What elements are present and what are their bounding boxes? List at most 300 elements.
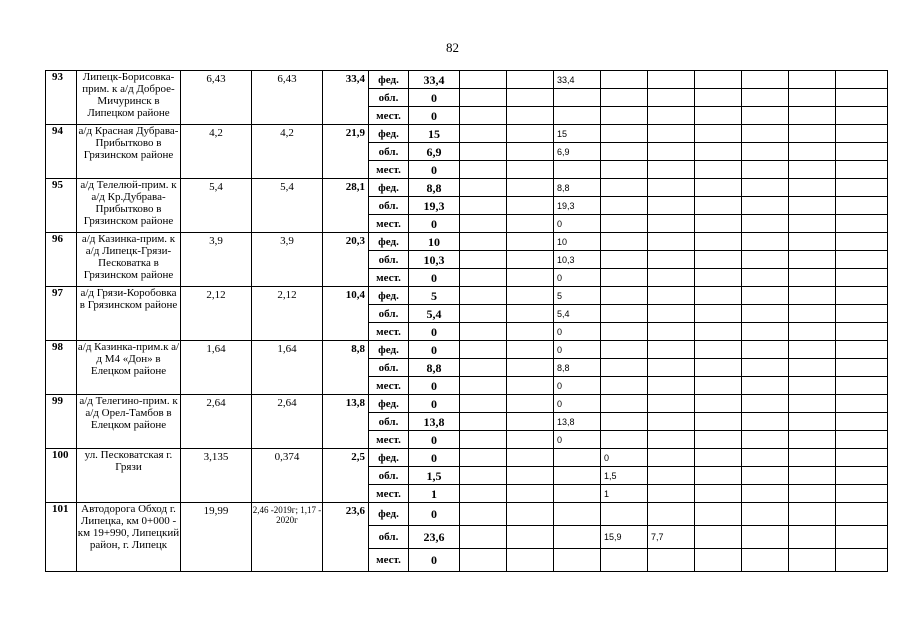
year-value — [648, 125, 695, 143]
empty-cell — [460, 449, 507, 467]
year-value — [789, 323, 836, 341]
year-value — [742, 287, 789, 305]
year-value — [789, 359, 836, 377]
row-number: 95 — [46, 179, 77, 233]
year-value — [695, 359, 742, 377]
budget-level: обл. — [369, 197, 409, 215]
budget-value: 1,5 — [409, 467, 460, 485]
empty-cell — [460, 179, 507, 197]
length-work: 5,4 — [252, 179, 323, 233]
budget-value: 0 — [409, 395, 460, 413]
table-row — [46, 341, 888, 359]
budget-level: фед. — [369, 125, 409, 143]
year-value — [789, 89, 836, 107]
year-value — [601, 377, 648, 395]
year-value: 0 — [554, 341, 601, 359]
year-value — [789, 215, 836, 233]
year-value — [789, 503, 836, 526]
empty-cell — [460, 143, 507, 161]
budget-value: 0 — [409, 341, 460, 359]
year-value: 8,8 — [554, 359, 601, 377]
budget-value: 0 — [409, 549, 460, 572]
year-value — [648, 107, 695, 125]
length-total: 2,64 — [181, 395, 252, 449]
year-value: 13,8 — [554, 413, 601, 431]
year-value — [648, 503, 695, 526]
budget-value: 8,8 — [409, 179, 460, 197]
year-value — [601, 215, 648, 233]
year-value — [648, 323, 695, 341]
cost-total: 23,6 — [323, 503, 369, 572]
year-value — [601, 287, 648, 305]
year-value — [742, 467, 789, 485]
year-value: 8,8 — [554, 179, 601, 197]
empty-cell — [460, 197, 507, 215]
empty-cell — [460, 305, 507, 323]
table-row — [46, 395, 888, 413]
year-value — [695, 485, 742, 503]
year-value — [648, 395, 695, 413]
year-value — [742, 341, 789, 359]
budget-value: 0 — [409, 269, 460, 287]
length-total: 4,2 — [181, 125, 252, 179]
cost-total: 10,4 — [323, 287, 369, 341]
year-value — [836, 89, 888, 107]
year-value — [601, 431, 648, 449]
year-value — [507, 251, 554, 269]
page-number: 82 — [446, 40, 459, 55]
empty-cell — [460, 359, 507, 377]
year-value: 10,3 — [554, 251, 601, 269]
year-value — [554, 467, 601, 485]
road-name: Липецк-Борисовка-прим. к а/д Доброе-Мичуринск в Липецком районе — [77, 71, 181, 125]
empty-cell — [460, 431, 507, 449]
year-value — [836, 197, 888, 215]
year-value — [507, 359, 554, 377]
year-value — [695, 197, 742, 215]
length-work: 2,64 — [252, 395, 323, 449]
year-value — [695, 89, 742, 107]
budget-level: обл. — [369, 413, 409, 431]
year-value — [695, 143, 742, 161]
empty-cell — [460, 89, 507, 107]
budget-value: 0 — [409, 161, 460, 179]
year-value — [695, 431, 742, 449]
year-value — [836, 107, 888, 125]
year-value — [789, 179, 836, 197]
year-value — [695, 125, 742, 143]
year-value — [507, 449, 554, 467]
year-value: 0 — [554, 377, 601, 395]
budget-value: 5,4 — [409, 305, 460, 323]
year-value — [695, 503, 742, 526]
year-value — [695, 413, 742, 431]
year-value — [648, 161, 695, 179]
year-value: 0 — [554, 431, 601, 449]
empty-cell — [460, 251, 507, 269]
year-value — [648, 485, 695, 503]
year-value — [601, 305, 648, 323]
year-value — [507, 161, 554, 179]
year-value — [601, 359, 648, 377]
year-value: 33,4 — [554, 71, 601, 89]
year-value — [742, 449, 789, 467]
year-value — [648, 413, 695, 431]
empty-cell — [460, 549, 507, 572]
empty-cell — [460, 503, 507, 526]
year-value — [695, 269, 742, 287]
year-value — [695, 107, 742, 125]
budget-level: обл. — [369, 251, 409, 269]
year-value — [507, 125, 554, 143]
budget-level: фед. — [369, 233, 409, 251]
year-value — [836, 359, 888, 377]
budget-value: 6,9 — [409, 143, 460, 161]
budget-value: 0 — [409, 431, 460, 449]
row-number: 98 — [46, 341, 77, 395]
budget-level: мест. — [369, 485, 409, 503]
year-value — [648, 215, 695, 233]
year-value — [789, 107, 836, 125]
year-value — [789, 233, 836, 251]
empty-cell — [460, 341, 507, 359]
length-total: 3,9 — [181, 233, 252, 287]
empty-cell — [460, 125, 507, 143]
budget-level: мест. — [369, 323, 409, 341]
year-value: 19,3 — [554, 197, 601, 215]
year-value — [742, 485, 789, 503]
year-value — [507, 233, 554, 251]
year-value — [507, 341, 554, 359]
year-value — [695, 251, 742, 269]
year-value — [836, 71, 888, 89]
empty-cell — [460, 467, 507, 485]
table-row — [46, 125, 888, 143]
year-value — [507, 305, 554, 323]
empty-cell — [460, 485, 507, 503]
funding-table — [45, 70, 888, 572]
year-value: 5 — [554, 287, 601, 305]
year-value — [507, 485, 554, 503]
budget-value: 23,6 — [409, 526, 460, 549]
year-value — [836, 143, 888, 161]
road-name: а/д Телелюй-прим. к а/д Кр.Дубрава-Прибытково в Грязинском районе — [77, 179, 181, 233]
budget-value: 19,3 — [409, 197, 460, 215]
year-value: 6,9 — [554, 143, 601, 161]
year-value — [648, 467, 695, 485]
budget-level: мест. — [369, 377, 409, 395]
budget-level: обл. — [369, 359, 409, 377]
year-value — [742, 269, 789, 287]
year-value — [742, 197, 789, 215]
budget-value: 1 — [409, 485, 460, 503]
year-value — [648, 359, 695, 377]
empty-cell — [460, 269, 507, 287]
year-value — [601, 503, 648, 526]
year-value — [601, 549, 648, 572]
table-row — [46, 71, 888, 89]
year-value — [601, 125, 648, 143]
year-value — [742, 215, 789, 233]
year-value — [601, 395, 648, 413]
year-value — [507, 143, 554, 161]
road-name: ул. Песковатская г. Грязи — [77, 449, 181, 503]
year-value — [789, 526, 836, 549]
year-value — [836, 269, 888, 287]
budget-level: обл. — [369, 305, 409, 323]
year-value — [789, 341, 836, 359]
year-value — [648, 377, 695, 395]
year-value — [695, 71, 742, 89]
road-name: а/д Телегино-прим. к а/д Орел-Тамбов в Елецком районе — [77, 395, 181, 449]
year-value — [789, 287, 836, 305]
year-value — [836, 467, 888, 485]
year-value — [648, 287, 695, 305]
budget-level: обл. — [369, 526, 409, 549]
budget-value: 0 — [409, 503, 460, 526]
year-value — [554, 549, 601, 572]
year-value — [554, 485, 601, 503]
year-value — [648, 251, 695, 269]
empty-cell — [460, 413, 507, 431]
year-value — [695, 233, 742, 251]
row-number: 97 — [46, 287, 77, 341]
year-value — [742, 359, 789, 377]
year-value — [836, 125, 888, 143]
budget-value: 15 — [409, 125, 460, 143]
empty-cell — [460, 377, 507, 395]
budget-level: мест. — [369, 161, 409, 179]
year-value: 0 — [554, 215, 601, 233]
year-value — [695, 549, 742, 572]
budget-value: 0 — [409, 89, 460, 107]
table-row — [46, 287, 888, 305]
year-value — [695, 215, 742, 233]
year-value — [648, 197, 695, 215]
table-body — [46, 71, 888, 572]
length-work: 3,9 — [252, 233, 323, 287]
year-value — [789, 251, 836, 269]
year-value — [648, 179, 695, 197]
year-value — [695, 467, 742, 485]
year-value — [648, 449, 695, 467]
year-value: 1,5 — [601, 467, 648, 485]
year-value — [695, 377, 742, 395]
year-value — [836, 413, 888, 431]
year-value — [507, 413, 554, 431]
year-value — [507, 526, 554, 549]
budget-level: фед. — [369, 287, 409, 305]
year-value — [554, 89, 601, 107]
year-value — [742, 305, 789, 323]
budget-level: мест. — [369, 431, 409, 449]
length-total: 5,4 — [181, 179, 252, 233]
cost-total: 33,4 — [323, 71, 369, 125]
year-value — [836, 395, 888, 413]
budget-value: 0 — [409, 449, 460, 467]
budget-level: фед. — [369, 449, 409, 467]
year-value — [695, 323, 742, 341]
length-total: 6,43 — [181, 71, 252, 125]
year-value — [507, 71, 554, 89]
year-value — [554, 503, 601, 526]
year-value — [789, 549, 836, 572]
year-value — [695, 305, 742, 323]
year-value — [836, 215, 888, 233]
empty-cell — [460, 215, 507, 233]
budget-level: мест. — [369, 549, 409, 572]
empty-cell — [460, 107, 507, 125]
year-value — [789, 467, 836, 485]
year-value — [742, 143, 789, 161]
length-total: 19,99 — [181, 503, 252, 572]
year-value — [554, 107, 601, 125]
year-value — [507, 395, 554, 413]
budget-value: 13,8 — [409, 413, 460, 431]
empty-cell — [460, 287, 507, 305]
year-value — [507, 467, 554, 485]
empty-cell — [460, 323, 507, 341]
year-value — [507, 215, 554, 233]
year-value: 0 — [554, 395, 601, 413]
year-value: 0 — [554, 269, 601, 287]
year-value — [836, 323, 888, 341]
year-value — [836, 485, 888, 503]
budget-value: 0 — [409, 215, 460, 233]
empty-cell — [460, 71, 507, 89]
road-name: а/д Грязи-Коробовка в Грязинском районе — [77, 287, 181, 341]
year-value — [648, 549, 695, 572]
year-value — [742, 179, 789, 197]
year-value — [789, 143, 836, 161]
length-work: 6,43 — [252, 71, 323, 125]
year-value: 5,4 — [554, 305, 601, 323]
empty-cell — [460, 233, 507, 251]
budget-level: мест. — [369, 107, 409, 125]
year-value — [836, 179, 888, 197]
length-work: 2,12 — [252, 287, 323, 341]
year-value — [742, 549, 789, 572]
year-value — [742, 161, 789, 179]
year-value — [601, 251, 648, 269]
length-work: 4,2 — [252, 125, 323, 179]
year-value — [742, 323, 789, 341]
year-value — [742, 413, 789, 431]
year-value — [601, 89, 648, 107]
cost-total: 13,8 — [323, 395, 369, 449]
length-work: 2,46 -2019г; 1,17 - 2020г — [252, 503, 323, 572]
budget-level: мест. — [369, 215, 409, 233]
year-value — [742, 526, 789, 549]
year-value — [836, 377, 888, 395]
table-row — [46, 503, 888, 526]
year-value — [789, 125, 836, 143]
year-value — [507, 287, 554, 305]
year-value — [742, 251, 789, 269]
year-value — [742, 233, 789, 251]
year-value — [507, 197, 554, 215]
row-number: 96 — [46, 233, 77, 287]
year-value — [742, 395, 789, 413]
length-work: 1,64 — [252, 341, 323, 395]
year-value — [507, 503, 554, 526]
year-value — [742, 503, 789, 526]
table-row — [46, 449, 888, 467]
year-value — [742, 431, 789, 449]
year-value — [836, 287, 888, 305]
budget-value: 8,8 — [409, 359, 460, 377]
row-number: 93 — [46, 71, 77, 125]
year-value — [507, 431, 554, 449]
year-value — [648, 269, 695, 287]
length-work: 0,374 — [252, 449, 323, 503]
year-value — [836, 341, 888, 359]
budget-value: 0 — [409, 377, 460, 395]
year-value — [601, 413, 648, 431]
table-row — [46, 179, 888, 197]
year-value — [789, 71, 836, 89]
length-total: 1,64 — [181, 341, 252, 395]
year-value — [601, 341, 648, 359]
year-value — [789, 377, 836, 395]
year-value — [648, 305, 695, 323]
year-value — [695, 161, 742, 179]
cost-total: 2,5 — [323, 449, 369, 503]
year-value — [554, 161, 601, 179]
year-value — [554, 526, 601, 549]
cost-total: 28,1 — [323, 179, 369, 233]
budget-value: 10 — [409, 233, 460, 251]
year-value — [601, 161, 648, 179]
year-value: 0 — [554, 323, 601, 341]
year-value — [695, 179, 742, 197]
table-row — [46, 233, 888, 251]
budget-level: фед. — [369, 341, 409, 359]
year-value — [695, 287, 742, 305]
year-value — [648, 143, 695, 161]
year-value — [742, 71, 789, 89]
budget-value: 10,3 — [409, 251, 460, 269]
cost-total: 21,9 — [323, 125, 369, 179]
row-number: 99 — [46, 395, 77, 449]
year-value — [648, 233, 695, 251]
year-value — [789, 413, 836, 431]
road-name: а/д Казинка-прим.к а/д М4 «Дон» в Елецком районе — [77, 341, 181, 395]
row-number: 101 — [46, 503, 77, 572]
road-name: а/д Красная Дубрава-Прибытково в Грязинском районе — [77, 125, 181, 179]
year-value — [695, 395, 742, 413]
year-value — [601, 179, 648, 197]
year-value — [648, 71, 695, 89]
row-number: 94 — [46, 125, 77, 179]
budget-level: фед. — [369, 395, 409, 413]
year-value — [601, 71, 648, 89]
year-value — [507, 549, 554, 572]
budget-level: фед. — [369, 71, 409, 89]
year-value — [695, 526, 742, 549]
year-value — [836, 549, 888, 572]
road-name: а/д Казинка-прим. к а/д Липецк-Грязи-Песковатка в Грязинском районе — [77, 233, 181, 287]
year-value: 15,9 — [601, 526, 648, 549]
year-value — [648, 341, 695, 359]
year-value — [601, 233, 648, 251]
year-value — [601, 269, 648, 287]
year-value: 15 — [554, 125, 601, 143]
row-number: 100 — [46, 449, 77, 503]
budget-value: 5 — [409, 287, 460, 305]
year-value — [789, 161, 836, 179]
year-value: 0 — [601, 449, 648, 467]
